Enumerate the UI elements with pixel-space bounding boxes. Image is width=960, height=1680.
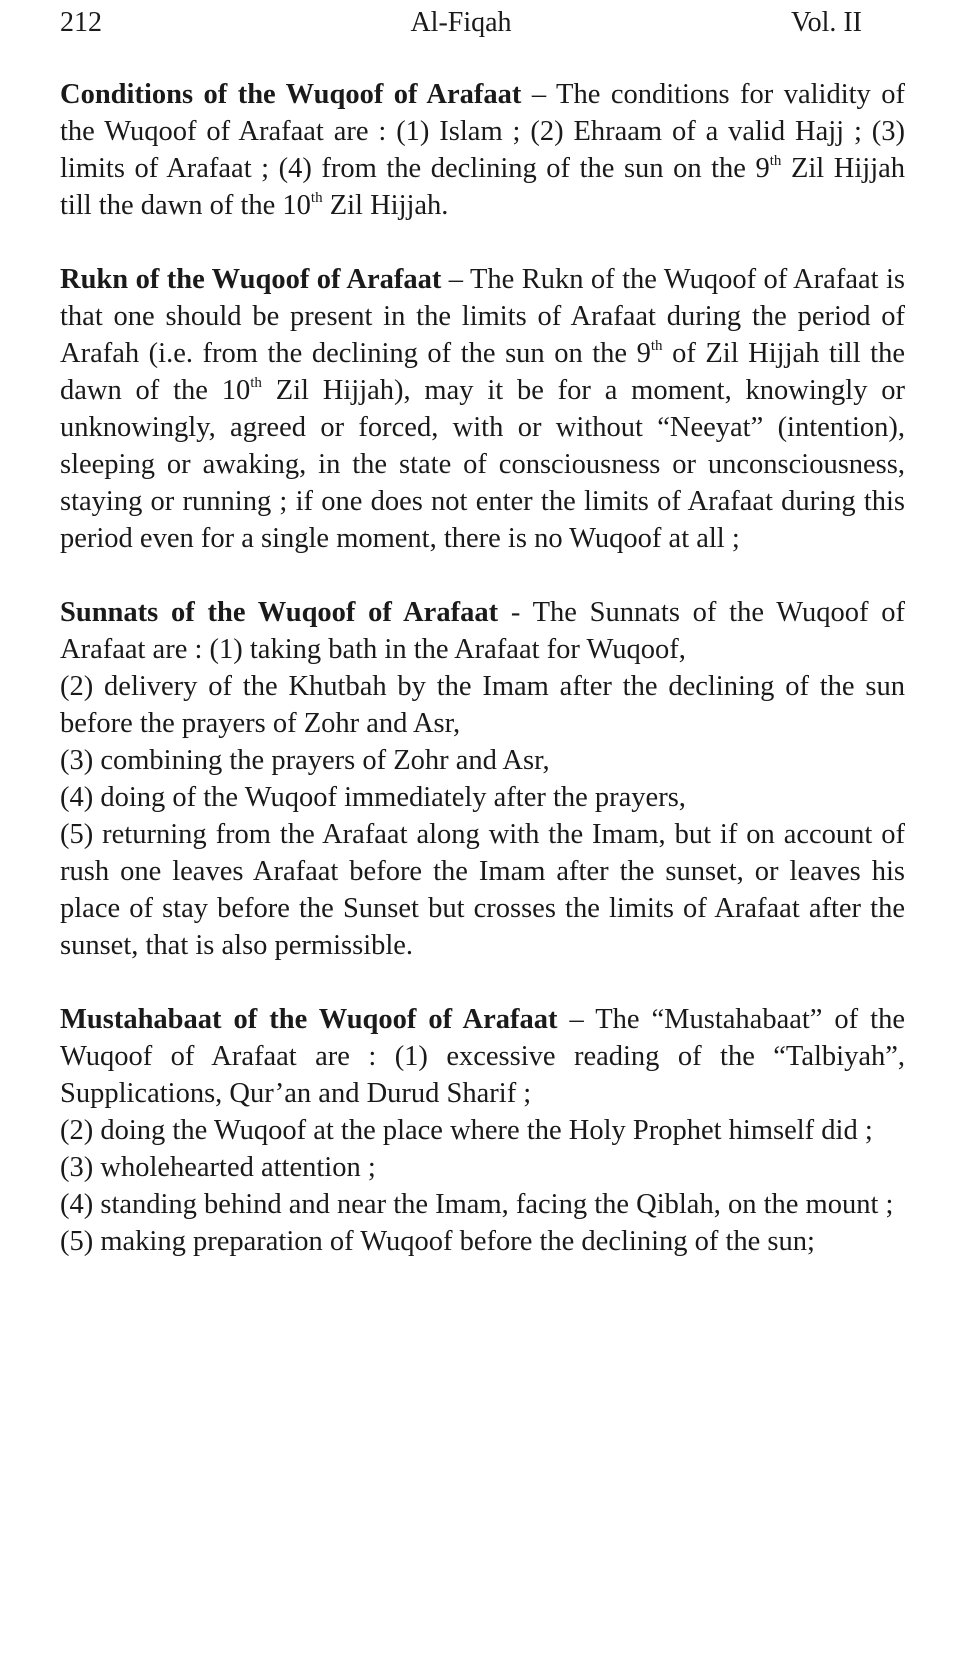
mustahabaat-section (60, 1001, 905, 1260)
sunnats-heading: Sunnats of the Wuqoof of Arafaat (60, 597, 499, 628)
rukn-sup-2: th (250, 375, 262, 391)
rukn-heading: Rukn of the Wuqoof of Arafaat (60, 264, 442, 295)
volume-label: Vol. II (790, 7, 862, 38)
sunnats-item: (4) doing of the Wuqoof immediately after the prayers, (60, 782, 686, 813)
conditions-text-1: The conditions for validity of the Wuqoof of Arafaat are : (1) Islam ; (2) Ehraam of a valid Hajj ; (3) limits of Arafaat ; (4) from the declining of the sun on the 9 (60, 79, 905, 184)
mustahabaat-item: (4) standing behind and near the Imam, facing the Qiblah, on the mount ; (60, 1189, 894, 1220)
rukn-sup-1: th (650, 338, 663, 354)
conditions-heading: Conditions of the Wuqoof of Arafaat (60, 79, 522, 110)
conditions-sup-2: th (310, 190, 323, 206)
mustahabaat-heading: Mustahabaat of the Wuqoof of Arafaat (60, 1004, 558, 1035)
sunnats-item: (5) returning from the Arafaat along with the Imam, but if on account of rush one leaves Arafaat before the Imam after the sunset, or leaves his place of stay before the Sunset but crosses the limits of Arafaat after the sunset, that is also permissible. (60, 819, 905, 961)
mustahabaat-paragraph (60, 1001, 905, 1112)
sunnats-item: (3) combining the prayers of Zohr and Asr, (60, 745, 550, 776)
conditions-paragraph (60, 76, 905, 224)
conditions-dash: – (521, 79, 557, 110)
book-title: Al-Fiqah (410, 7, 512, 38)
mustahabaat-item: (3) wholehearted attention ; (60, 1152, 376, 1183)
conditions-sup-1: th (769, 153, 782, 169)
sunnats-dash: - (498, 597, 533, 628)
rukn-text-2: of Zil Hijjah till the dawn of the 10 (60, 338, 905, 406)
rukn-text-1: The Rukn of the Wuqoof of Arafaat is that one should be present in the limits of Arafaat during the period of Arafah (i.e. from the declining of the sun on the 9 (60, 264, 905, 369)
page-body (60, 76, 905, 1260)
running-header (60, 8, 862, 38)
rukn-dash: – (441, 264, 470, 295)
sunnats-intro: The Sunnats of the Wuqoof of Arafaat are : (1) taking bath in the Arafaat for Wuqoof, (60, 597, 905, 665)
mustahabaat-item: (5) making preparation of Wuqoof before the declining of the sun; (60, 1226, 815, 1257)
conditions-text-3: Zil Hijjah. (322, 190, 449, 221)
sunnats-item: (2) delivery of the Khutbah by the Imam after the declining of the sun before the prayers of Zohr and Asr, (60, 671, 905, 739)
mustahabaat-item: (2) doing the Wuqoof at the place where the Holy Prophet himself did ; (60, 1115, 873, 1146)
sunnats-paragraph (60, 594, 905, 668)
sunnats-section (60, 594, 905, 964)
page-number: 212 (60, 7, 102, 38)
rukn-paragraph (60, 261, 905, 557)
conditions-text-2: Zil Hijjah till the dawn of the 10 (60, 153, 906, 221)
rukn-text-3: Zil Hijjah), may it be for a moment, knowingly or unknowingly, agreed or forced, with or without “Neeyat” (intention), sleeping or awaking, in the state of consciousness or unconsciousness, staying or running ; if one does not enter the limits of Arafaat during this period even for a single moment, there is no Wuqoof at all ; (60, 375, 905, 554)
mustahabaat-dash: – (557, 1004, 596, 1035)
mustahabaat-intro: The “Mustahabaat” of the Wuqoof of Arafaat are : (1) excessive reading of the “Talbiyah”, Supplications, Qur’an and Durud Sharif ; (60, 1004, 905, 1109)
